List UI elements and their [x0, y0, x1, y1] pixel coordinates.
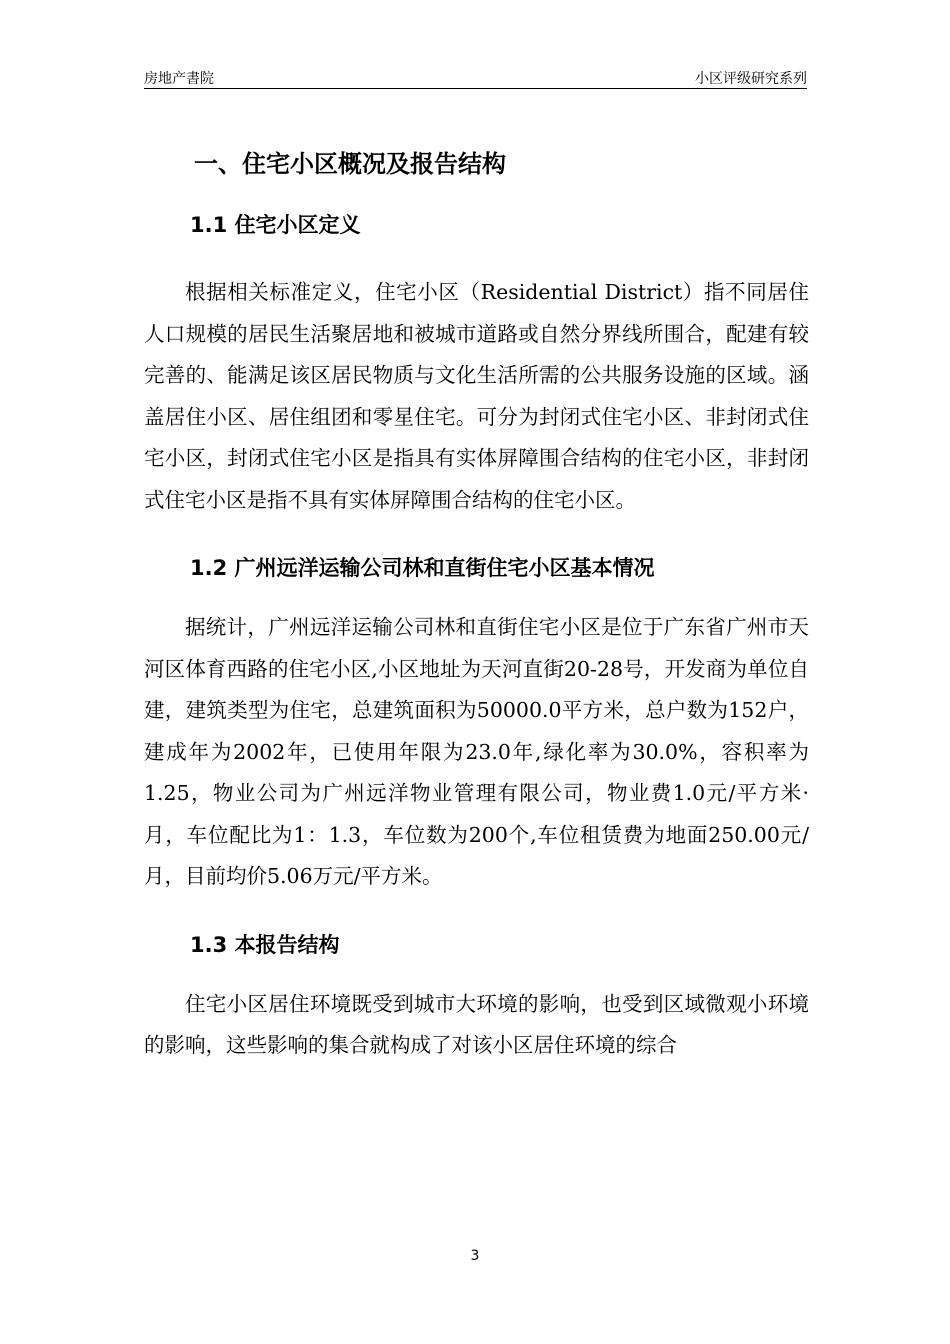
page-header: [144, 66, 807, 89]
header-left-text: 房地产書院: [144, 71, 214, 87]
section-paragraph-1-2: 据统计，广州远洋运输公司林和直街住宅小区是位于广东省广州市天河区体育西路的住宅小区,小区地址为天河直街20-28号，开发商为单位自建，建筑类型为住宅，总建筑面积为50000.0平方米，总户数为152户，建成年为2002年，已使用年限为23.0年,绿化率为30.0%，容积率为1.25，物业公司为广州远洋物业管理有限公司，物业费1.0元/平方米·月，车位配比为1：1.3，车位数为200个,车位租赁费为地面250.00元/月，目前均价5.06万元/平方米。: [144, 615, 809, 888]
section-paragraph-1-1: 根据相关标准定义，住宅小区（Residential District）指不同居住人口规模的居民生活聚居地和被城市道路或自然分界线所围合，配建有较完善的、能满足该区居民物质与文化生活所需的公共服务设施的区域。涵盖居住小区、居住组团和零星住宅。可分为封闭式住宅小区、非封闭式住宅小区，封闭式住宅小区是指具有实体屏障围合结构的住宅小区，非封闭式住宅小区是指不具有实体屏障围合结构的住宅小区。: [144, 280, 809, 512]
header-right-text: 小区评级研究系列: [695, 71, 807, 87]
document-body: [144, 140, 809, 1067]
page-number: 3: [470, 1248, 480, 1264]
section-heading-1-2: 1.2 广州远洋运输公司林和直街住宅小区基本情况: [190, 556, 655, 580]
section-heading-1-3: 1.3 本报告结构: [190, 932, 340, 957]
section-paragraph-1-3: 住宅小区居住环境既受到城市大环境的影响，也受到区域微观小环境的影响，这些影响的集合就构成了对该小区居住环境的综合: [144, 991, 809, 1057]
section-heading-1-1: 1.1 住宅小区定义: [190, 213, 361, 237]
chapter-title: 一、住宅小区概况及报告结构: [194, 150, 506, 178]
